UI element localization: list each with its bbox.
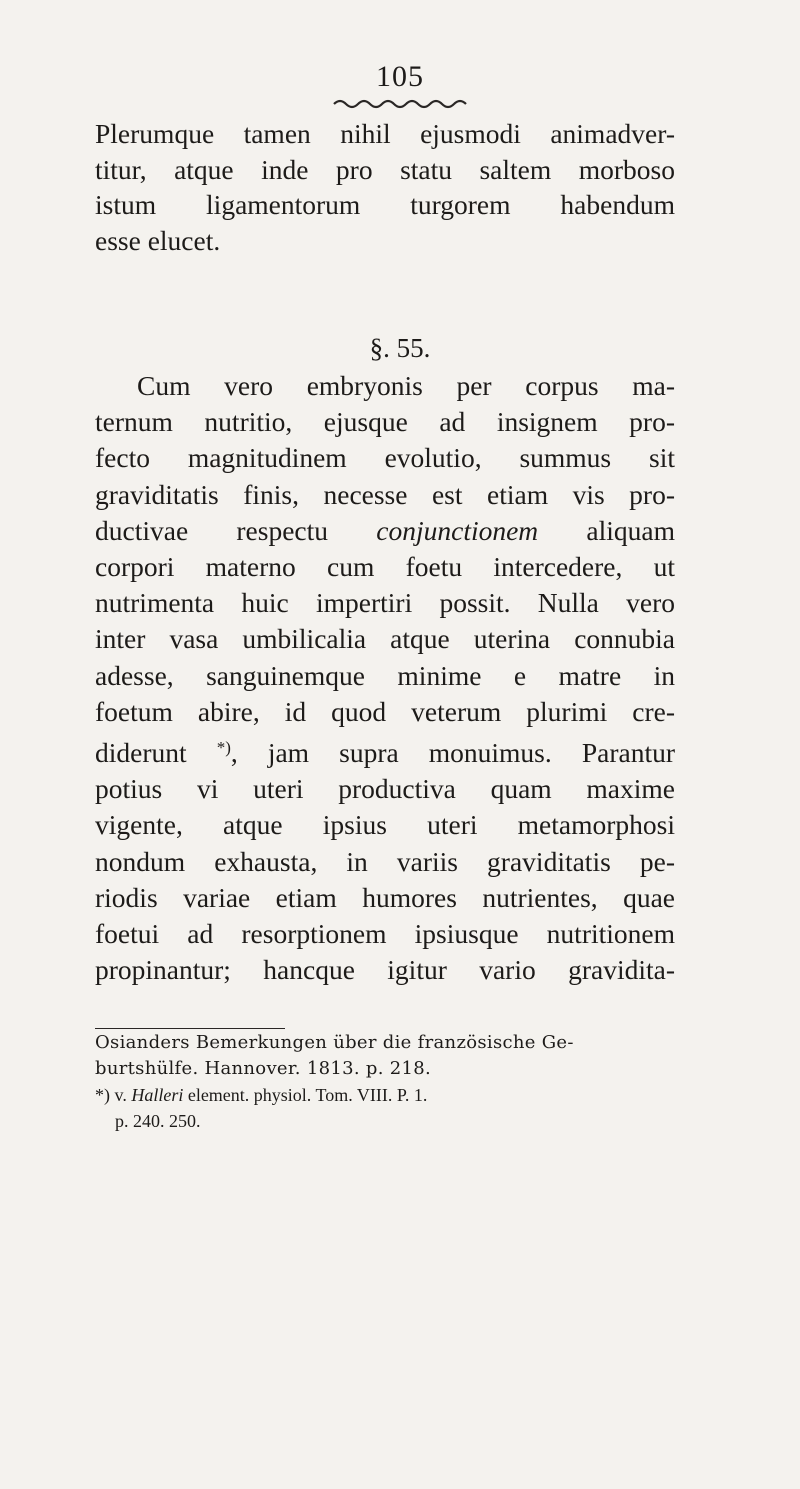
- text-line: Plerumque tamen nihil ejusmodi animadver-: [95, 118, 675, 149]
- text-line: [95, 730, 675, 771]
- italic-term: conjunctionem: [376, 514, 539, 546]
- text-line: titur, atque inde pro statu saltem morboso: [95, 153, 675, 185]
- ornament-divider: [332, 98, 470, 110]
- footnote-line: [95, 1082, 675, 1108]
- text-fragment: element. physiol. Tom. VIII. P. 1.: [183, 1085, 428, 1105]
- footnote-line: burtshülfe. Hannover. 1813. p. 218.: [95, 1058, 432, 1079]
- text-fragment: *) v.: [95, 1085, 132, 1105]
- footnote-marker: *): [216, 738, 231, 758]
- text-line: nutrimenta huic impertiri possit. Nulla vero: [95, 587, 675, 619]
- paragraph-1: [95, 116, 675, 258]
- text-line: adesse, sanguinemque minime e matre in: [95, 659, 675, 691]
- text-fragment: aliquam: [538, 514, 675, 546]
- footnote-line: p. 240. 250.: [115, 1111, 201, 1131]
- text-line: esse elucet.: [95, 224, 221, 256]
- text-line: nondum exhausta, in variis graviditatis pe-: [95, 845, 675, 877]
- text-line: [95, 513, 675, 549]
- text-line: propinantur; hancque igitur vario gravidita-: [95, 954, 675, 986]
- text-line: foetui ad resorptionem ipsiusque nutritionem: [95, 918, 675, 950]
- text-fragment: diderunt: [95, 737, 217, 769]
- paragraph-2: [95, 368, 675, 988]
- text-line: inter vasa umbilicalia atque uterina connubia: [95, 623, 675, 655]
- text-line: graviditatis finis, necesse est etiam vis pro-: [95, 478, 675, 510]
- text-line: riodis variae etiam humores nutrientes, quae: [95, 881, 675, 913]
- text-fragment: , jam supra monuimus. Parantur: [230, 737, 675, 769]
- text-line: corpori materno cum foetu intercedere, ut: [95, 551, 675, 583]
- text-line: istum ligamentorum turgorem habendum: [95, 189, 675, 220]
- text-line: vigente, atque ipsius uteri metamorphosi: [95, 809, 675, 841]
- footnotes: [95, 1030, 675, 1134]
- text-line: potius vi uteri productiva quam maxime: [95, 773, 675, 805]
- text-line: fecto magnitudinem evolutio, summus sit: [95, 442, 675, 474]
- text-line: Cum vero embryonis per corpus ma-: [137, 370, 675, 401]
- footnote-line: Osianders Bemerkungen über die französische Ge-: [95, 1032, 574, 1053]
- section-heading: §. 55.: [369, 333, 431, 363]
- italic-term: Halleri: [131, 1085, 184, 1105]
- text-line: foetum abire, id quod veterum plurimi cre-: [95, 695, 675, 727]
- text-fragment: ductivae respectu: [95, 514, 377, 546]
- text-line: ternum nutritio, ejusque ad insignem pro-: [95, 406, 675, 438]
- page-number: 105: [376, 60, 424, 93]
- footnote-rule: [95, 1028, 285, 1029]
